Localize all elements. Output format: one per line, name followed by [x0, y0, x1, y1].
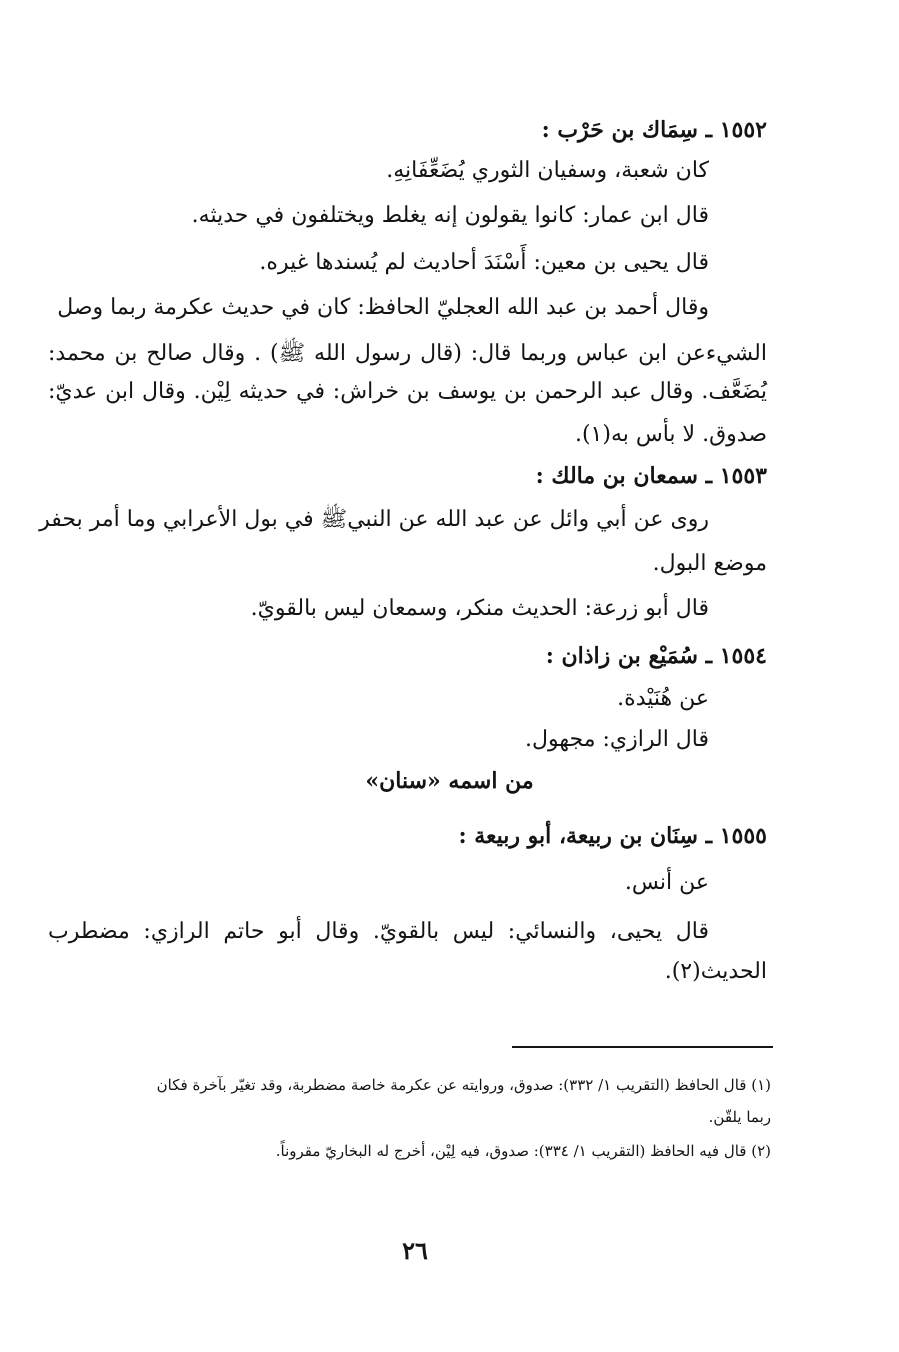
- entry-1552-line: وقال أحمد بن عبد الله العجليّ الحافظ: كان في حديث عكرمة ربما وصل: [57, 295, 709, 320]
- entry-1553-title: ١٥٥٣ ـ سمعان بن مالك :: [535, 463, 767, 489]
- entry-1552-line: قال ابن عمار: كانوا يقولون إنه يغلط ويختلفون في حديثه.: [191, 203, 709, 228]
- entry-1552-line: قال يحيى بن معين: أَسْنَدَ أحاديث لم يُسندها غيره.: [259, 250, 709, 275]
- entry-1553-line: قال أبو زرعة: الحديث منكر، وسمعان ليس بالقويّ.: [250, 596, 709, 621]
- entry-1555-line: عن أنس.: [624, 870, 709, 895]
- entry-1553-line: موضع البول.: [652, 551, 767, 576]
- entry-1555-title: ١٥٥٥ ـ سِنَان بن ربيعة، أبو ربيعة :: [458, 823, 767, 849]
- page-number: ٢٦: [402, 1236, 428, 1265]
- entry-1552-line: كان شعبة، وسفيان الثوري يُضَعِّفَانِهِ.: [386, 158, 709, 183]
- entry-1552-line: صدوق. لا بأس به(١).: [574, 422, 767, 447]
- entry-1552-title: ١٥٥٢ ـ سِمَاك بن حَرْب :: [541, 117, 767, 143]
- entry-1552-line: يُضَعَّف. وقال عبد الرحمن بن يوسف بن خراش: في حديثه لِيْن. وقال ابن عديّ:: [48, 379, 767, 404]
- footnote-divider: [512, 1046, 773, 1048]
- entry-1553-line: روى عن أبي وائل عن عبد الله عن النبيﷺ في بول الأعرابي وما أمر بحفر: [39, 507, 709, 532]
- entry-1552-line: الشيءعن ابن عباس وربما قال: (قال رسول الله ﷺ) . وقال صالح بن محمد:: [48, 341, 767, 366]
- entry-1554-line: عن هُنَيْدة.: [617, 686, 709, 711]
- entry-1555-line: قال يحيى، والنسائي: ليس بالقويّ. وقال أبو حاتم الرازي: مضطرب: [48, 919, 709, 944]
- entry-1554-line: قال الرازي: مجهول.: [525, 727, 709, 752]
- footnote-1-continued: ربما يلقّن.: [708, 1108, 771, 1126]
- section-heading: من اسمه «سنان»: [365, 768, 534, 794]
- footnote-1: (١) قال الحافظ (التقريب ١/ ٣٣٢): صدوق، وروايته عن عكرمة خاصة مضطربة، وقد تغيّر بآخرة فكان: [156, 1076, 771, 1094]
- entry-1554-title: ١٥٥٤ ـ سُمَيْع بن زاذان :: [545, 643, 767, 669]
- entry-1555-line: الحديث(٢).: [664, 959, 767, 984]
- footnote-2: (٢) قال فيه الحافظ (التقريب ١/ ٣٣٤): صدوق، فيه لِيْن، أخرج له البخاريّ مقروناً.: [275, 1142, 771, 1160]
